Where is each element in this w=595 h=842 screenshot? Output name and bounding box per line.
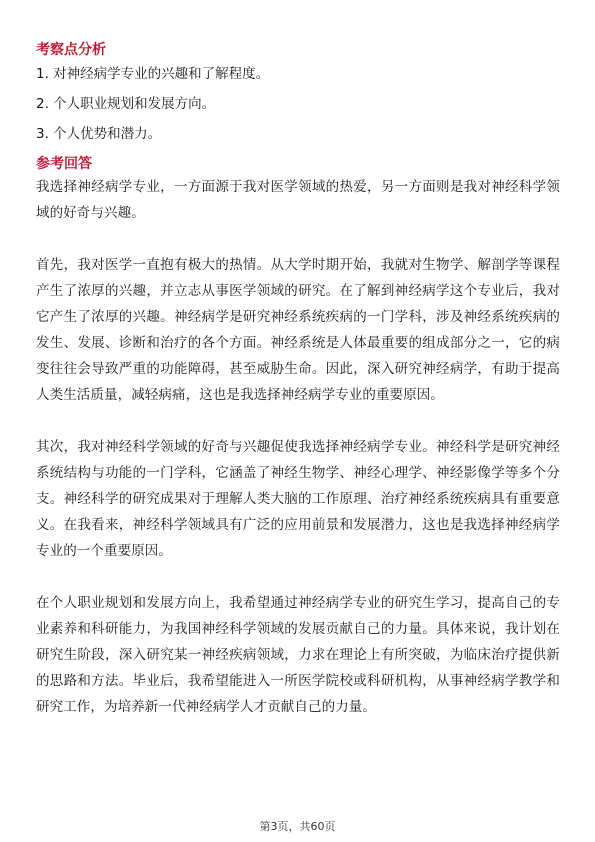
answer-paragraph: 我选择神经病学专业，一方面源于我对医学领域的热爱，另一方面则是我对神经科学领域的好奇与兴趣。 xyxy=(36,179,560,221)
analysis-item: 3. 个人优势和潜力。 xyxy=(36,126,162,142)
analysis-item: 2. 个人职业规划和发展方向。 xyxy=(36,96,216,112)
answer-paragraph: 首先，我对医学一直抱有极大的热情。从大学时期开始，我就对生物学、解剖学等课程产生了浓厚的兴趣，并立志从事医学领域的研究。在了解到神经病学这个专业后，我对它产生了浓厚的兴趣。神经病学是研究神经系统疾病的一门学科，涉及神经系统疾病的发生、发展、诊断和治疗的各个方面。神经系统是人体最重要的组成部分之一，它的病变往往会导致严重的功能障碍，甚至威胁生命。因此，深入研究神经病学，有助于提高人类生活质量，减轻病痛，这也是我选择神经病学专业的重要原因。 xyxy=(36,257,560,403)
analysis-item: 1. 对神经病学专业的兴趣和了解程度。 xyxy=(36,66,270,82)
document-page xyxy=(36,40,560,720)
answer-heading: 参考回答 xyxy=(36,156,92,172)
answer-paragraph: 在个人职业规划和发展方向上，我希望通过神经病学专业的研究生学习，提高自己的专业素养和科研能力，为我国神经科学领域的发展贡献自己的力量。具体来说，我计划在研究生阶段，深入研究某一神经疾病领域，力求在理论上有所突破，为临床治疗提供新的思路和方法。毕业后，我希望能进入一所医学院校或科研机构，从事神经病学教学和研究工作，为培养新一代神经病学人才贡献自己的力量。 xyxy=(36,595,560,715)
analysis-heading: 考察点分析 xyxy=(36,42,106,58)
analysis-list xyxy=(36,64,560,144)
page-number: 第3页，共60页 xyxy=(259,820,336,833)
answer-paragraph: 其次，我对神经科学领域的好奇与兴趣促使我选择神经病学专业。神经科学是研究神经系统结构与功能的一门学科，它涵盖了神经生物学、神经心理学、神经影像学等多个分支。神经科学的研究成果对于理解人类大脑的工作原理、治疗神经系统疾病具有重要意义。在我看来，神经科学领域具有广泛的应用前景和发展潜力，这也是我选择神经病学专业的一个重要原因。 xyxy=(36,439,560,559)
